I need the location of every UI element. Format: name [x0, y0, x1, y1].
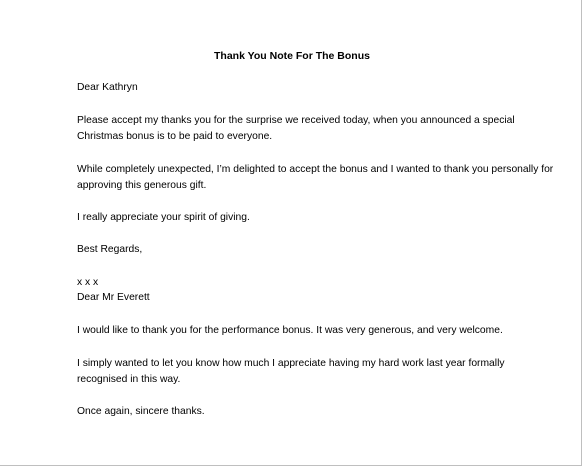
paragraph-line: I would like to thank you for the performance bonus. It was very generous, and very welcome. [77, 325, 503, 336]
paragraph-line: approving this generous gift. [77, 180, 207, 191]
paragraph-line: Once again, sincere thanks. [77, 406, 205, 417]
document-title: Thank You Note For The Bonus [214, 50, 370, 62]
salutation-2: Dear Mr Everett [77, 292, 150, 303]
paragraph-line: recognised in this way. [77, 374, 181, 385]
closing: Best Regards, [77, 244, 143, 255]
salutation-1: Dear Kathryn [77, 82, 138, 93]
paragraph-line: I simply wanted to let you know how much I appreciate having my hard work last year formally [77, 358, 505, 369]
signature: x x x [77, 277, 99, 288]
paragraph-line: While completely unexpected, I’m delighted to accept the bonus and I wanted to thank you personally for [77, 164, 554, 175]
paragraph-line: I really appreciate your spirit of giving. [77, 212, 250, 223]
paragraph-line: Christmas bonus is to be paid to everyone. [77, 131, 273, 142]
paragraph-line: Please accept my thanks you for the surprise we received today, when you announced a special [77, 115, 515, 126]
